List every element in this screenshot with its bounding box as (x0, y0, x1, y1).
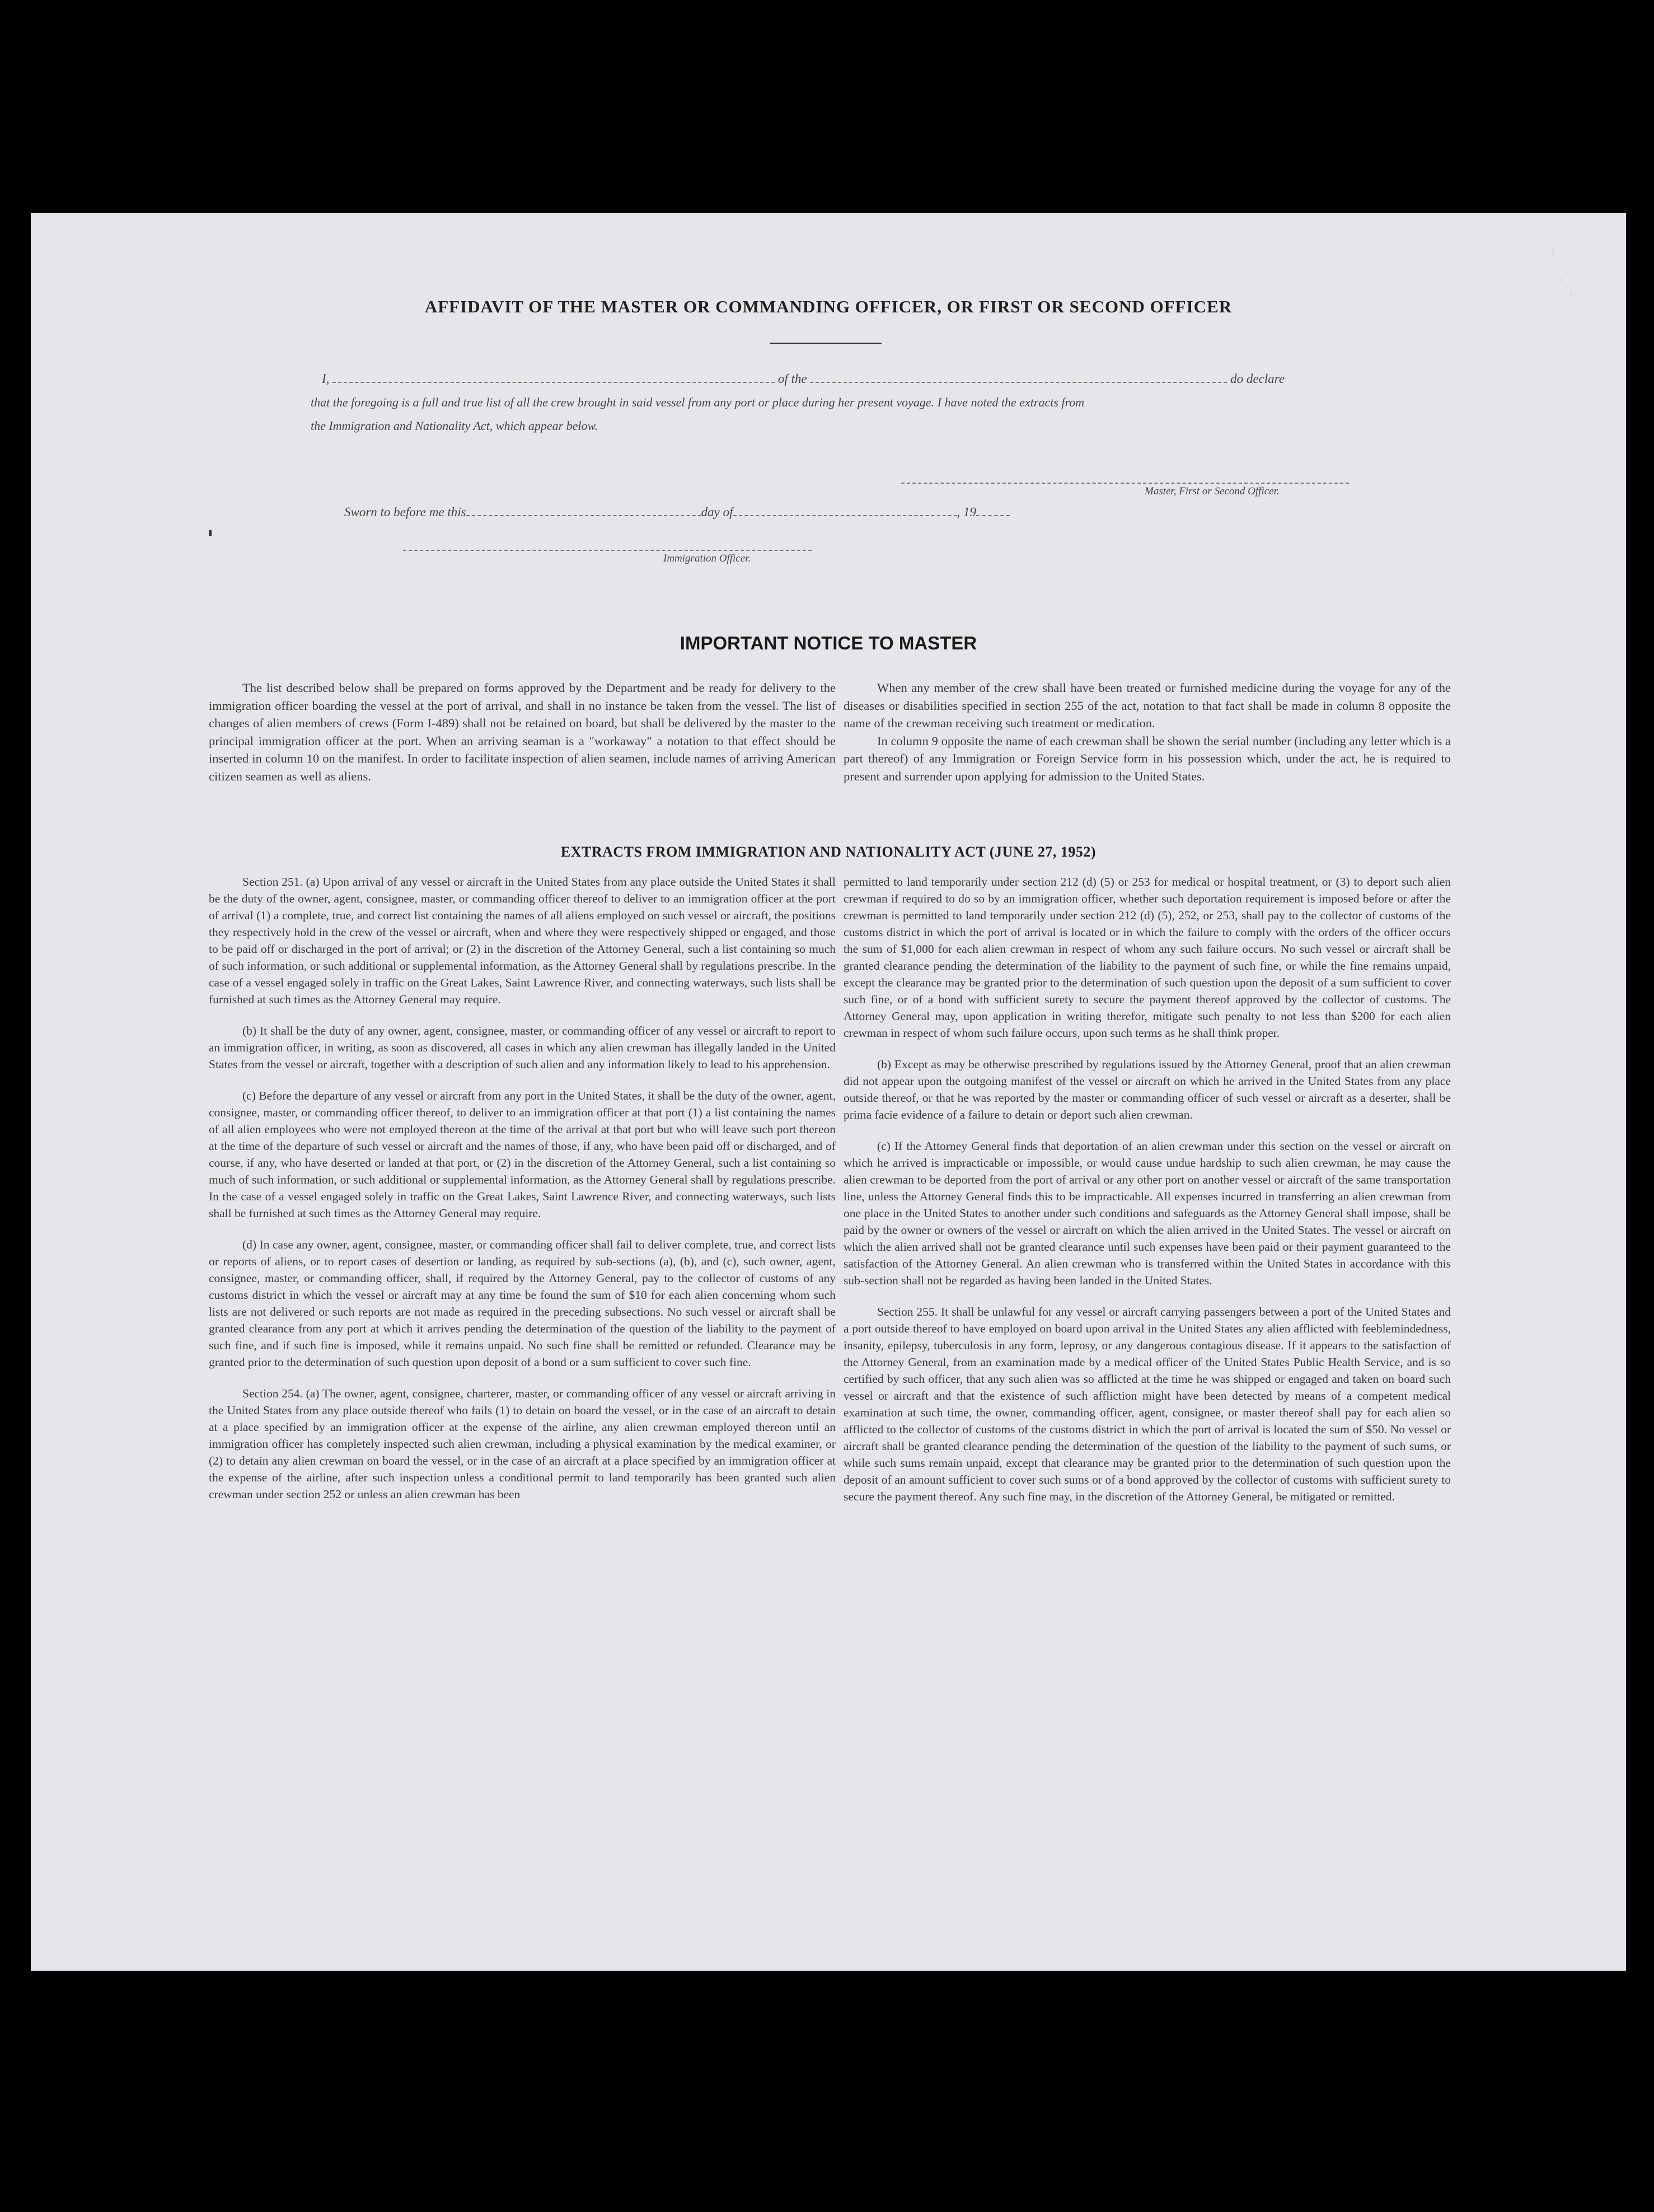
notice-right-paragraph-1: When any member of the crew shall have been treated or furnished medicine during the voyage for any of the diseases or disabilities specified in section 255 of the act, notation to that fact shall be made in column 8 opposite the name of the crewman receiving such treatment or medication. (844, 681, 1451, 730)
day-of-label: day of (701, 505, 733, 519)
month-blank (733, 504, 957, 516)
section-251-b: (b) It shall be the duty of any owner, agent, consignee, master, or commanding officer of any vessel or aircraft to report to an immigration officer, in writing, as soon as discovered, all cases in which any alien crewman has illegally landed in the United States from the vessel or aircraft, together with a description of such alien and any information likely to lead to his apprehension. (209, 1024, 836, 1071)
document-page (31, 213, 1626, 1971)
name-blank (332, 371, 775, 383)
notice-left-paragraph: The list described below shall be prepared on forms approved by the Department and be ready for delivery to the immigration officer boarding the vessel at the port of arrival, and shall in no instance be taken from the vessel. The list of changes of alien members of crews (Form I-489) shall not be retained on board, but shall be delivered by the master to the principal immigration officer at the port. When an arriving seaman is a "workaway" a notation to that effect should be inserted in column 10 on the manifest. In order to facilitate inspection of alien seamen, include names of arriving American citizen seamen as well as aliens. (209, 681, 836, 783)
notice-title: IMPORTANT NOTICE TO MASTER (680, 633, 977, 653)
notice-right-paragraph-2: In column 9 opposite the name of each crewman shall be shown the serial number (including any letter which is a part thereof) of any Immigration or Foreign Service form in his possession which, under the act, he is required to present and surrender upon applying for admission to the United States. (844, 733, 1451, 783)
section-255: Section 255. It shall be unlawful for any vessel or aircraft carrying passengers between a port of the United States and a port outside thereof to have employed on board upon arrival in the United States any alien afflicted with feeblemindedness, insanity, epilepsy, tuberculosis in any form, leprosy, or any dangerous contagious disease. If it appears to the satisfaction of the Attorney General, from an examination made by a medical officer of the United States Public Health Service, and is so certified by such officer, that any such alien was so afflicted at the time he was shipped or engaged and taken on board such vessel or aircraft and that the existence of such affliction might have been detected by means of a competent medical examination at such time, the owner, commanding officer, agent, consignee, or master thereof shall pay for each alien so afflicted to the collector of customs of the customs district in which the port of arrival is located the sum of $50. No vessel or aircraft shall be granted clearance pending the determination of the question of the liability to the payment of such sums, or while such sums remain unpaid, except that clearance may be granted prior to the determination of such question upon the deposit of an amount sufficient to cover such sums or of a bond approved by the collector of customs with sufficient surety to secure the payment thereof. Any such fine may, in the discretion of the Attorney General, be mitigated or remitted. (844, 1305, 1451, 1503)
officer-caption: Immigration Officer. (663, 553, 751, 564)
extracts-right-column (844, 873, 1451, 1505)
affidavit-of-the-label: of the (777, 372, 807, 386)
master-caption: Master, First or Second Officer. (1145, 485, 1280, 497)
section-251-d: (d) In case any owner, agent, consignee, master, or commanding officer shall fail to deliver complete, true, and correct lists or reports of aliens, or to report cases of desertion or landing, as required by sub-sections (a), (b), and (c), such owner, agent, consignee, master, or commanding officer, shall, if required by the Attorney General, pay to the collector of customs of any customs district in which the vessel or aircraft may at any time be found the sum of $10 for each alien concerning whom such lists are not delivered or such reports are not made as required in the preceding subsections. No such vessel or aircraft shall be granted clearance from any port at which it arrives pending the determination of the question of the liability to the payment of such fine, and if such fine is imposed, while it remains unpaid. No such fine shall be remitted or refunded. Clearance may be granted prior to the determination of such question upon deposit of a bond or a sum sufficient to cover such fine. (209, 1238, 836, 1369)
section-254-a: Section 254. (a) The owner, agent, consignee, charterer, master, or commanding officer of any vessel or aircraft arriving in the United States from any place outside thereof who fails (1) to detain on board the vessel, or in the case of an aircraft to detain at a place specified by an immigration officer at the expense of the airline, any alien crewman employed thereon until an immigration officer has completely inspected such alien crewman, including a physical examination by the medical examiner, or (2) to detain any alien crewman on board the vessel, or in the case of an aircraft at a place specified by an immigration officer at the expense of the airline, after such inspection unless a conditional permit to land temporarily has been granted such alien crewman under section 252 or unless an alien crewman has been (209, 1387, 836, 1501)
affidavit-line-2: that the foregoing is a full and true list of all the crew brought in said vessel from any port or place during her present voyage. I have noted the extracts from (311, 395, 1085, 409)
section-251-a: Section 251. (a) Upon arrival of any vessel or aircraft in the United States from any place outside the United States it shall be the duty of the owner, agent, consignee, master, or commanding officer thereof to deliver to an immigration officer at the port of arrival (1) a complete, true, and correct list containing the names of all aliens employed on such vessel or aircraft, the positions they respectively hold in the crew of the vessel or aircraft, when and where they were respectively shipped or engaged, and those to be paid off or discharged in the port of arrival; or (2) in the discretion of the Attorney General, such a list containing so much of such information, or such additional or supplemental information, as the Attorney General shall by regulations prescribe. In the case of a vessel engaged solely in traffic on the Great Lakes, Saint Lawrence River, and connecting waterways, such lists shall be furnished at such times as the Attorney General may require. (209, 875, 836, 1006)
year-blank (976, 504, 1010, 516)
section-254-a-continued: permitted to land temporarily under section 212 (d) (5) or 253 for medical or hospital treatment, or (3) to deport such alien crewman if required to do so by an immigration officer, whether such deportation requirement is imposed before or after the crewman is permitted to land temporarily under section 212 (d) (5), 252, or 253, shall pay to the collector of customs of the customs district in which the port of arrival is located or in which the failure to comply with the orders of the officer occurs the sum of $1,000 for each alien crewman in respect of whom any such failure occurs. No such vessel or aircraft shall be granted clearance pending the determination of the liability to the payment of such fine, or while the fine remains unpaid, except the clearance may be granted prior to the determination of such question upon the deposit of a sum sufficient to cover such fine, or of a bond with sufficient surety to secure the payment thereof approved by the collector of customs. The Attorney General may, upon application in writing therefor, mitigate such penalty to not less than $200 for each alien crewman in respect of whom such failure occurs, upon such terms as he shall think proper. (844, 875, 1451, 1040)
sworn-label: Sworn to before me this (344, 505, 466, 519)
affidavit-i-label: I, (322, 372, 330, 386)
title-rule (770, 343, 882, 344)
extracts-title: EXTRACTS FROM IMMIGRATION AND NATIONALITY ACT (JUNE 27, 1952) (560, 844, 1097, 860)
notice-left-column (209, 679, 836, 785)
affidavit-title: AFFIDAVIT OF THE MASTER OR COMMANDING OFFICER, OR FIRST OR SECOND OFFICER (424, 297, 1233, 316)
affidavit-do-declare-label: do declare (1230, 372, 1285, 386)
master-signature-line (901, 471, 1349, 487)
scan-speck (1552, 249, 1554, 257)
ink-mark (209, 530, 212, 536)
notice-right-column (844, 679, 1451, 785)
extracts-left-column (209, 873, 836, 1503)
scan-speck (1570, 291, 1572, 296)
day-blank (466, 504, 701, 516)
section-254-c: (c) If the Attorney General finds that deportation of an alien crewman under this section on the vessel or aircraft on which he arrived is impracticable or impossible, or would cause undue hardship to such alien crewman, he may cause the alien crewman to be deported from the port of arrival or any other port on another vessel or aircraft of the same transportation line, unless the Attorney General finds this to be impracticable. All expenses incurred in transferring an alien crewman from one place in the United States to another under such conditions and safeguards as the Attorney General shall impose, shall be paid by the owner or owners of the vessel or aircraft on which the alien arrived in the United States. The vessel or aircraft on which the alien arrived shall not be granted clearance until such expenses have been paid or their payment guaranteed to the satisfaction of the Attorney General. An alien crewman who is transferred within the United States in accordance with this sub-section shall not be regarded as having been landed in the United States. (844, 1139, 1451, 1287)
year-prefix: 19 (963, 505, 976, 519)
affidavit-line-1 (322, 371, 1380, 386)
section-254-b: (b) Except as may be otherwise prescribed by regulations issued by the Attorney General, proof that an alien crewman did not appear upon the outgoing manifest of the vessel or aircraft on which he arrived in the United States from any place outside thereof, or that he was reported by the master or commanding officer of such vessel or aircraft as a deserter, shall be prima facie evidence of a failure to detain or deport such alien crewman. (844, 1058, 1451, 1121)
scan-speck (1561, 277, 1562, 283)
affidavit-line-3: the Immigration and Nationality Act, which appear below. (311, 419, 598, 433)
sworn-line: Sworn to before me this day of , 19 (344, 504, 1010, 520)
officer-signature-line (403, 539, 812, 554)
section-251-c: (c) Before the departure of any vessel or aircraft from any port in the United States, it shall be the duty of the owner, agent, consignee, master, or commanding officer thereof, to deliver to an immigration officer at that port (1) a list containing the names of all alien employees who were not employed thereon at the time of the arrival at that port but who will leave such port thereon at the time of the departure of such vessel or aircraft and the names of those, if any, who have been paid off or discharged, and of course, if any, who have deserted or landed at that port, or (2) in the discretion of the Attorney General, such a list containing so much of such information, or such additional or supplemental information, as the Attorney General shall by regulations prescribe. In the case of a vessel engaged solely in traffic on the Great Lakes, Saint Lawrence River, and connecting waterways, such lists shall be furnished at such times as the Attorney General may require. (209, 1089, 836, 1220)
vessel-blank (810, 371, 1227, 383)
